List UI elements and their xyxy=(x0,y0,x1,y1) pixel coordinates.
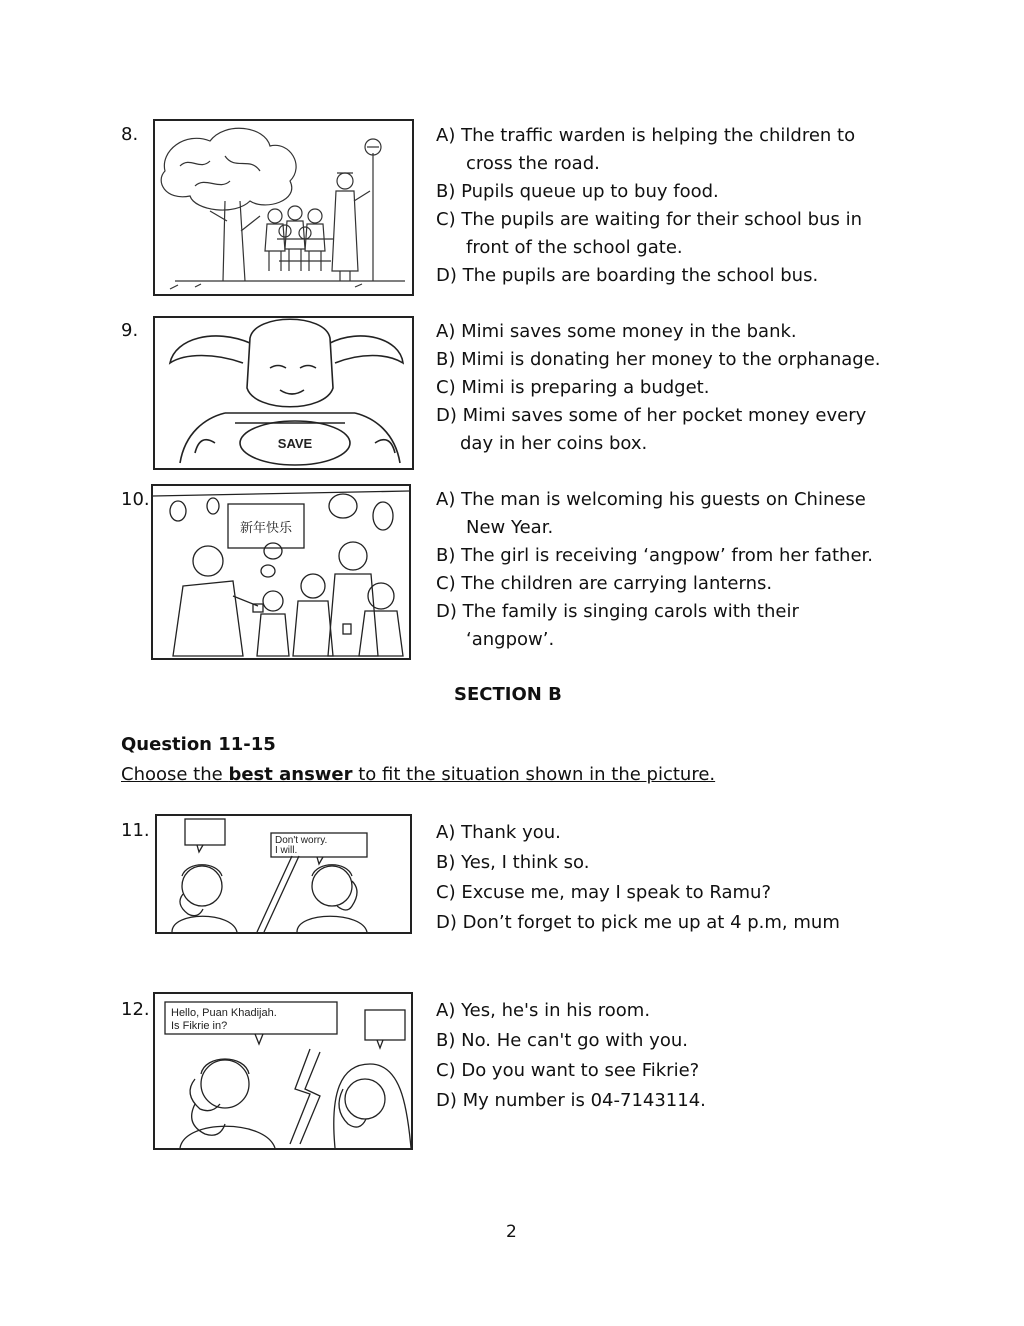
option-12-c[interactable] xyxy=(436,1056,706,1086)
question-number-8: 8. xyxy=(121,124,139,145)
question-number-11: 11. xyxy=(121,820,150,841)
option-letter: A) xyxy=(436,1000,456,1021)
option-letter: A) xyxy=(436,822,456,843)
option-text: The family is singing carols with their xyxy=(462,601,799,622)
option-9-c[interactable] xyxy=(436,374,881,402)
option-letter: B) xyxy=(436,1030,456,1051)
option-text: The traffic warden is helping the children to xyxy=(461,125,856,146)
school-gate-illustration xyxy=(155,121,412,294)
option-8-a[interactable] xyxy=(436,122,862,178)
piggy-bank-label: SAVE xyxy=(277,436,313,451)
option-letter: B) xyxy=(436,349,456,370)
instruction-text: to fit the situation shown in the picture. xyxy=(352,764,716,785)
option-text: Yes, he's in his room. xyxy=(461,1000,651,1021)
option-8-d[interactable] xyxy=(436,262,862,290)
options-question-10 xyxy=(436,486,873,654)
option-text: No. He can't go with you. xyxy=(461,1030,688,1051)
option-letter: A) xyxy=(436,489,456,510)
picture-phone-call-12 xyxy=(153,992,413,1150)
option-text-continued: cross the road. xyxy=(466,153,600,174)
option-letter: D) xyxy=(436,265,457,286)
section-b-instruction xyxy=(121,764,715,785)
greeting-banner-text: 新年快乐 xyxy=(239,521,293,536)
option-text: Thank you. xyxy=(461,822,561,843)
option-letter: C) xyxy=(436,209,456,230)
option-text: The pupils are waiting for their school bus in xyxy=(461,209,862,230)
option-letter: B) xyxy=(436,852,456,873)
picture-school-gate xyxy=(153,119,414,296)
picture-chinese-new-year xyxy=(151,484,411,660)
option-letter: C) xyxy=(436,573,456,594)
option-9-b[interactable] xyxy=(436,346,881,374)
options-question-11 xyxy=(436,818,840,938)
option-text-continued: day in her coins box. xyxy=(460,433,648,454)
option-text-continued: ‘angpow’. xyxy=(466,629,555,650)
page-number: 2 xyxy=(506,1222,517,1242)
bubble-line-1: Don't worry. xyxy=(275,835,328,846)
option-text: My number is 04-7143114. xyxy=(462,1090,706,1111)
question-range-heading: Question 11-15 xyxy=(121,734,276,755)
option-letter: C) xyxy=(436,1060,456,1081)
option-letter: C) xyxy=(436,882,456,903)
option-text-continued: front of the school gate. xyxy=(466,237,683,258)
bubble-line-1: Hello, Puan Khadijah. xyxy=(171,1007,277,1019)
instruction-text: Choose the xyxy=(121,764,229,785)
option-10-c[interactable] xyxy=(436,570,873,598)
picture-phone-call-11 xyxy=(155,814,412,934)
option-11-b[interactable] xyxy=(436,848,840,878)
option-8-c[interactable] xyxy=(436,206,862,262)
option-letter: D) xyxy=(436,1090,457,1111)
question-number-12: 12. xyxy=(121,999,150,1020)
option-text: The children are carrying lanterns. xyxy=(461,573,773,594)
option-letter: D) xyxy=(436,601,457,622)
option-10-a[interactable] xyxy=(436,486,873,542)
option-11-d[interactable] xyxy=(436,908,840,938)
option-8-b[interactable] xyxy=(436,178,862,206)
option-9-d[interactable] xyxy=(436,402,881,458)
option-9-a[interactable] xyxy=(436,318,881,346)
question-number-9: 9. xyxy=(121,320,139,341)
option-letter: A) xyxy=(436,321,456,342)
option-10-b[interactable] xyxy=(436,542,873,570)
options-question-12 xyxy=(436,996,706,1116)
option-text: Mimi saves some of her pocket money every xyxy=(462,405,867,426)
chinese-new-year-illustration xyxy=(153,486,409,658)
option-text: Pupils queue up to buy food. xyxy=(461,181,719,202)
picture-mimi-saving xyxy=(153,316,414,470)
option-letter: D) xyxy=(436,912,457,933)
option-letter: A) xyxy=(436,125,456,146)
option-text: The man is welcoming his guests on Chinese xyxy=(461,489,866,510)
options-question-9 xyxy=(436,318,881,458)
mimi-piggy-bank-illustration xyxy=(155,318,412,468)
phone-call-illustration-12 xyxy=(155,994,411,1148)
option-text: Yes, I think so. xyxy=(461,852,590,873)
option-text: Mimi is preparing a budget. xyxy=(461,377,710,398)
option-letter: B) xyxy=(436,545,456,566)
option-11-a[interactable] xyxy=(436,818,840,848)
option-12-d[interactable] xyxy=(436,1086,706,1116)
bubble-line-2: Is Fikrie in? xyxy=(171,1020,228,1032)
option-12-a[interactable] xyxy=(436,996,706,1026)
phone-call-illustration-11 xyxy=(157,816,410,932)
option-letter: C) xyxy=(436,377,456,398)
instruction-emphasis: best answer xyxy=(228,764,353,785)
section-b-title: SECTION B xyxy=(454,684,562,705)
question-number-10: 10. xyxy=(121,489,150,510)
option-letter: B) xyxy=(436,181,456,202)
option-text: Excuse me, may I speak to Ramu? xyxy=(461,882,772,903)
option-text-continued: New Year. xyxy=(466,517,554,538)
option-text: Mimi saves some money in the bank. xyxy=(461,321,797,342)
option-text: Do you want to see Fikrie? xyxy=(461,1060,700,1081)
option-text: Mimi is donating her money to the orphanage. xyxy=(461,349,881,370)
option-text: The pupils are boarding the school bus. xyxy=(462,265,819,286)
option-10-d[interactable] xyxy=(436,598,873,654)
option-12-b[interactable] xyxy=(436,1026,706,1056)
option-text: The girl is receiving ‘angpow’ from her father. xyxy=(461,545,873,566)
option-11-c[interactable] xyxy=(436,878,840,908)
option-letter: D) xyxy=(436,405,457,426)
bubble-line-2: I will. xyxy=(275,845,298,856)
options-question-8 xyxy=(436,122,862,290)
option-text: Don’t forget to pick me up at 4 p.m, mum xyxy=(462,912,840,933)
